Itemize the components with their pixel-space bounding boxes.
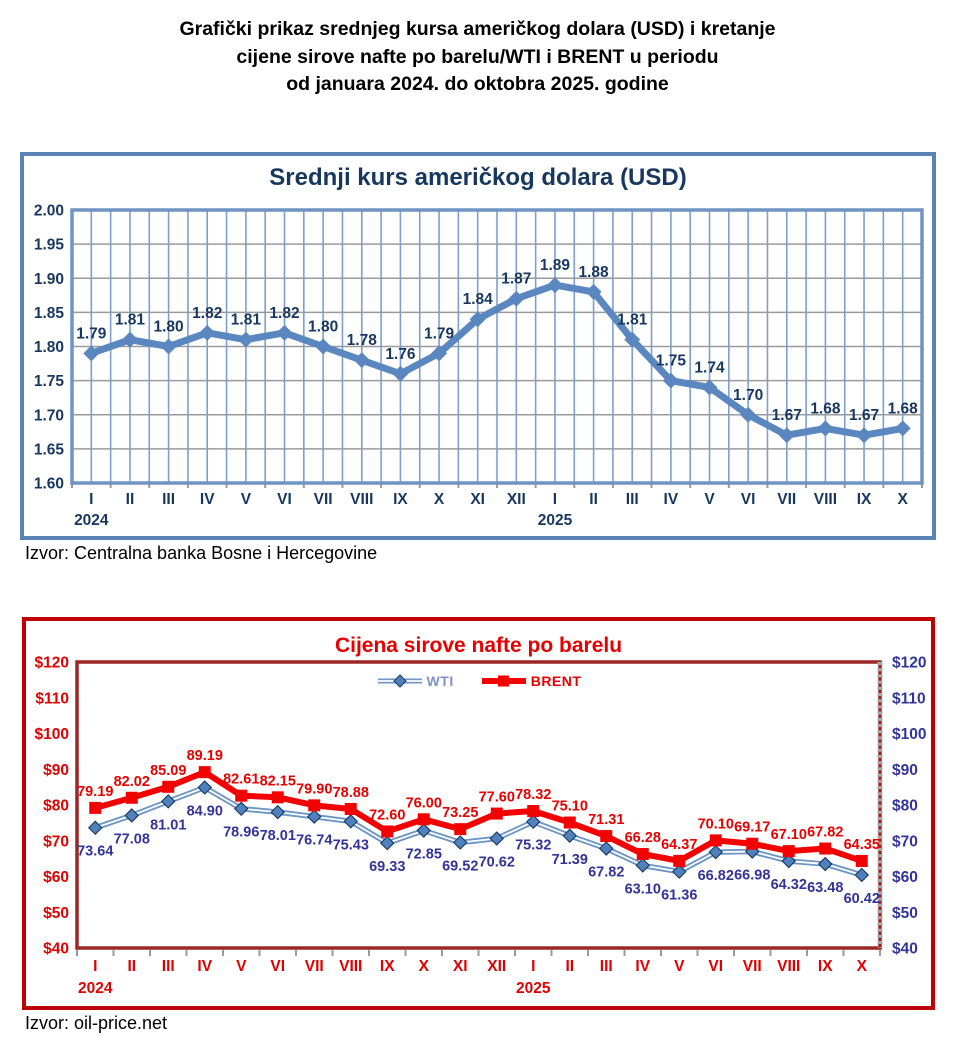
svg-text:70.62: 70.62: [478, 854, 515, 871]
svg-text:I: I: [552, 491, 558, 508]
svg-text:71.39: 71.39: [551, 851, 588, 868]
svg-text:73.25: 73.25: [442, 805, 479, 822]
svg-text:1.78: 1.78: [346, 332, 377, 350]
svg-text:X: X: [418, 958, 429, 975]
svg-text:78.32: 78.32: [515, 787, 552, 804]
svg-text:$80: $80: [43, 797, 69, 815]
svg-text:79.90: 79.90: [296, 781, 333, 798]
svg-text:2024: 2024: [74, 512, 109, 529]
svg-text:1.67: 1.67: [848, 407, 880, 425]
svg-text:1.80: 1.80: [33, 339, 64, 356]
svg-text:1.80: 1.80: [308, 318, 339, 336]
svg-text:2.00: 2.00: [33, 202, 64, 220]
svg-text:VIII: VIII: [777, 958, 801, 975]
svg-text:$100: $100: [892, 726, 927, 743]
svg-text:$40: $40: [43, 940, 69, 958]
svg-text:I: I: [89, 491, 94, 508]
svg-text:77.08: 77.08: [113, 831, 150, 848]
svg-text:$120: $120: [34, 654, 69, 672]
usd-chart-plot: [24, 156, 932, 536]
svg-text:67.10: 67.10: [770, 827, 807, 844]
svg-text:V: V: [674, 958, 685, 975]
svg-text:1.70: 1.70: [733, 386, 764, 404]
svg-text:XII: XII: [487, 958, 507, 975]
svg-text:II: II: [127, 958, 137, 975]
svg-text:XII: XII: [506, 491, 526, 508]
svg-text:66.28: 66.28: [624, 830, 661, 847]
svg-text:64.32: 64.32: [770, 877, 807, 894]
svg-text:1.85: 1.85: [33, 304, 64, 322]
svg-text:67.82: 67.82: [588, 864, 625, 881]
svg-text:1.82: 1.82: [269, 304, 300, 322]
svg-text:I: I: [93, 958, 98, 975]
svg-text:81.01: 81.01: [150, 817, 187, 834]
svg-text:82.02: 82.02: [113, 773, 150, 790]
svg-text:1.75: 1.75: [655, 352, 686, 370]
svg-text:$50: $50: [43, 904, 69, 922]
svg-text:69.17: 69.17: [734, 819, 771, 836]
svg-text:VI: VI: [270, 958, 286, 975]
svg-text:1.67: 1.67: [771, 407, 802, 425]
svg-text:1.74: 1.74: [694, 359, 725, 377]
svg-text:$120: $120: [892, 654, 927, 672]
svg-text:$90: $90: [43, 761, 69, 779]
svg-text:1.95: 1.95: [33, 236, 64, 254]
svg-text:$60: $60: [43, 869, 69, 886]
svg-text:VIII: VIII: [350, 491, 374, 508]
legend-item-brent: [480, 673, 582, 689]
svg-text:67.82: 67.82: [807, 824, 844, 841]
page-title-line-1: Grafički prikaz srednjeg kursa američkog dolara (USD) i kretanje: [179, 18, 776, 40]
oil-chart-legend: [26, 673, 931, 689]
svg-text:VII: VII: [304, 958, 324, 975]
svg-text:66.98: 66.98: [734, 867, 771, 884]
brent-line-icon: [480, 674, 528, 688]
svg-text:63.48: 63.48: [807, 880, 844, 897]
svg-text:1.87: 1.87: [501, 270, 532, 288]
page-title-line-3: od januara 2024. do oktobra 2025. godine: [286, 73, 669, 95]
svg-text:X: X: [856, 958, 867, 975]
svg-text:1.81: 1.81: [617, 311, 648, 329]
svg-text:XI: XI: [452, 958, 468, 975]
svg-text:89.19: 89.19: [186, 748, 223, 765]
svg-text:1.81: 1.81: [230, 311, 261, 329]
svg-text:X: X: [897, 491, 908, 508]
svg-text:IV: IV: [197, 958, 213, 975]
oil-chart-source: Izvor: oil-price.net: [25, 1013, 168, 1033]
svg-text:$110: $110: [35, 690, 69, 708]
svg-text:84.90: 84.90: [186, 803, 223, 820]
svg-text:IX: IX: [856, 491, 872, 508]
svg-text:64.35: 64.35: [843, 836, 880, 853]
svg-text:VI: VI: [277, 491, 292, 508]
svg-text:85.09: 85.09: [150, 762, 187, 779]
svg-text:1.60: 1.60: [33, 475, 64, 493]
oil-price-chart: [22, 617, 935, 1010]
svg-text:71.31: 71.31: [588, 812, 625, 829]
svg-text:1.68: 1.68: [887, 400, 918, 418]
page-title-line-2: cijene sirove nafte po barelu/WTI i BRENT u periodu: [236, 45, 719, 68]
usd-exchange-chart: [20, 152, 936, 540]
legend-label-brent: BRENT: [530, 673, 582, 689]
svg-text:II: II: [589, 491, 598, 508]
svg-text:II: II: [125, 491, 135, 508]
svg-text:$70: $70: [43, 833, 69, 851]
svg-text:$70: $70: [892, 833, 918, 851]
svg-text:1.82: 1.82: [192, 304, 223, 322]
svg-text:77.60: 77.60: [478, 789, 515, 806]
svg-text:1.75: 1.75: [33, 373, 64, 391]
svg-text:1.70: 1.70: [33, 407, 64, 425]
svg-text:V: V: [236, 958, 247, 975]
svg-text:2024: 2024: [78, 980, 113, 997]
svg-text:VIII: VIII: [813, 491, 838, 508]
svg-text:VII: VII: [313, 491, 333, 508]
svg-text:II: II: [565, 958, 575, 975]
svg-text:X: X: [433, 491, 445, 508]
svg-text:V: V: [240, 491, 252, 508]
svg-text:63.10: 63.10: [624, 881, 661, 898]
svg-text:61.36: 61.36: [661, 887, 698, 904]
svg-text:1.65: 1.65: [33, 441, 64, 459]
usd-chart-source: Izvor: Centralna banka Bosne i Hercegovine: [25, 543, 378, 563]
wti-line-icon: [376, 674, 424, 688]
svg-text:1.76: 1.76: [385, 345, 416, 363]
usd-chart-title: Srednji kurs američkog dolara (USD): [269, 164, 687, 191]
svg-text:III: III: [625, 491, 639, 508]
svg-text:60.42: 60.42: [843, 890, 880, 907]
svg-text:1.79: 1.79: [423, 325, 455, 343]
svg-text:2025: 2025: [537, 512, 573, 529]
svg-text:IX: IX: [379, 958, 395, 975]
svg-text:$80: $80: [892, 797, 918, 815]
svg-text:1.89: 1.89: [539, 257, 571, 275]
svg-text:IV: IV: [663, 491, 679, 508]
svg-text:I: I: [531, 958, 536, 975]
svg-text:$50: $50: [892, 904, 918, 922]
svg-text:VIII: VIII: [339, 958, 363, 975]
svg-text:1.84: 1.84: [462, 291, 493, 309]
svg-text:VII: VII: [742, 958, 762, 975]
svg-text:66.82: 66.82: [697, 868, 734, 885]
svg-text:IX: IX: [817, 958, 833, 975]
svg-text:1.90: 1.90: [33, 270, 64, 288]
svg-text:75.43: 75.43: [332, 837, 369, 854]
svg-text:76.00: 76.00: [405, 795, 442, 812]
legend-label-wti: WTI: [426, 673, 454, 689]
svg-text:$60: $60: [892, 869, 918, 886]
svg-text:1.81: 1.81: [114, 311, 146, 329]
svg-text:69.52: 69.52: [442, 858, 479, 875]
legend-item-wti: [376, 673, 454, 689]
oil-chart-title: Cijena sirove nafte po barelu: [334, 634, 623, 657]
svg-text:1.79: 1.79: [76, 325, 107, 343]
svg-text:III: III: [599, 958, 613, 975]
svg-text:VII: VII: [777, 491, 797, 508]
svg-text:1.80: 1.80: [153, 318, 184, 336]
svg-text:III: III: [161, 958, 175, 975]
svg-text:III: III: [162, 491, 176, 508]
svg-text:VI: VI: [740, 491, 756, 508]
svg-text:$100: $100: [34, 726, 69, 743]
svg-text:VI: VI: [708, 958, 724, 975]
svg-text:1.68: 1.68: [810, 400, 841, 418]
svg-text:69.33: 69.33: [369, 859, 406, 876]
svg-text:72.60: 72.60: [369, 807, 406, 824]
svg-text:82.15: 82.15: [259, 773, 296, 790]
svg-text:$110: $110: [892, 690, 926, 708]
svg-text:2025: 2025: [516, 980, 551, 997]
svg-text:78.01: 78.01: [259, 828, 296, 845]
page-title: [0, 16, 955, 99]
svg-text:82.61: 82.61: [223, 771, 260, 788]
svg-text:78.88: 78.88: [332, 785, 369, 802]
svg-text:76.74: 76.74: [296, 832, 333, 849]
svg-text:IV: IV: [199, 491, 215, 508]
svg-text:78.96: 78.96: [223, 824, 260, 841]
svg-text:V: V: [704, 491, 715, 508]
svg-text:72.85: 72.85: [405, 846, 442, 863]
svg-text:64.37: 64.37: [661, 836, 698, 853]
svg-text:IV: IV: [635, 958, 651, 975]
svg-text:73.64: 73.64: [77, 843, 114, 860]
svg-text:79.19: 79.19: [77, 783, 114, 800]
svg-text:IX: IX: [393, 491, 408, 508]
svg-text:1.88: 1.88: [578, 263, 609, 281]
svg-text:$40: $40: [892, 940, 918, 958]
svg-text:70.10: 70.10: [697, 816, 734, 833]
svg-text:XI: XI: [470, 491, 486, 508]
svg-text:$90: $90: [892, 761, 918, 779]
svg-text:75.32: 75.32: [515, 837, 552, 854]
svg-text:75.10: 75.10: [551, 798, 588, 815]
